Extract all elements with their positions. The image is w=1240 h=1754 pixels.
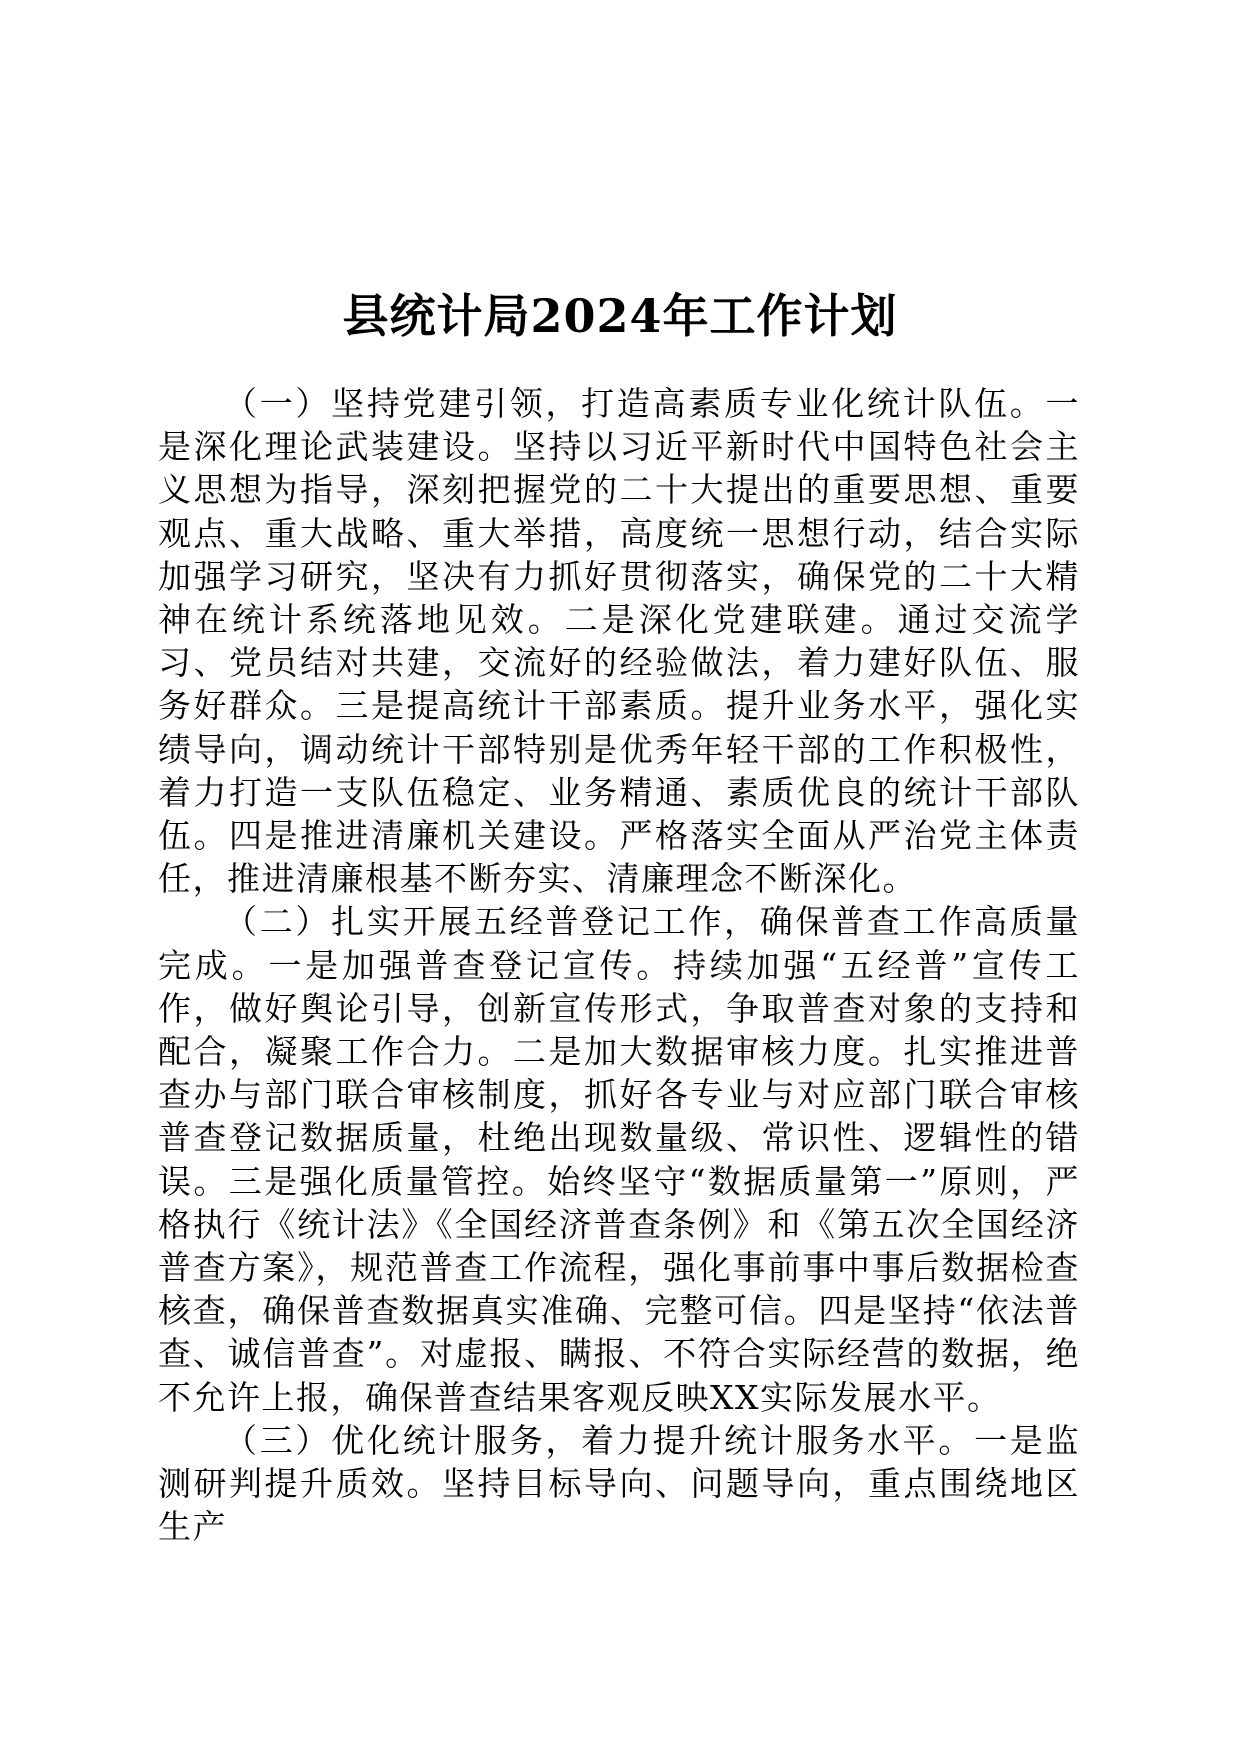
paragraph-2-heading: （二）扎实开展五经普登记工作，确保普查工作高质量完成。: [158, 902, 1080, 985]
paragraph-3-heading: （三）优化统计服务，着力提升统计服务水平。: [224, 1420, 975, 1460]
paragraph-3-text: 一是监测研判提升质效。坚持目标导向、问题导向，重点围绕地区生产: [158, 1420, 1081, 1547]
paragraph-3: [158, 1419, 1080, 1549]
document-body: [158, 382, 1080, 1548]
paragraph-1-heading: （一）坚持党建引领，打造高素质专业化统计队伍。: [224, 384, 1046, 423]
document-title: 县统计局2024年工作计划: [342, 288, 898, 343]
paragraph-2: [158, 900, 1080, 1418]
paragraph-1-text: 一是深化理论武装建设。坚持以习近平新时代中国特色社会主义思想为指导，深刻把握党的二十大提出的重要思想、重要观点、重大战略、重大举措，高度统一思想行动，结合实际加强学习研究，坚决有力抓好贯彻落实，确保党的二十大精神在统计系统落地见效。二是深化党建联建。通过交流学习、党员结对共建，交流好的经验做法，着力建好队伍、服务好群众。三是提高统计干部素质。提升业务水平，强化实绩导向，调动统计干部特别是优秀年轻干部的工作积极性，着力打造一支队伍稳定、业务精通、素质优良的统计干部队伍。四是推进清廉机关建设。严格落实全面从严治党主体责任，推进清廉根基不断夯实、清廉理念不断深化。: [158, 384, 1080, 899]
paragraph-2-text: 一是加强普查登记宣传。持续加强“五经普”宣传工作，做好舆论引导，创新宣传形式，争取普查对象的支持和配合，凝聚工作合力。二是加大数据审核力度。扎实推进普查办与部门联合审核制度，抓好各专业与对应部门联合审核普查登记数据质量，杜绝出现数量级、常识性、逻辑性的错误。三是强化质量管控。始终坚守“数据质量第一”原则，严格执行《统计法》《全国经济普查条例》和《第五次全国经济普查方案》，规范普查工作流程，强化事前事中事后数据检查核查，确保普查数据真实准确、完整可信。四是坚持“依法普查、诚信普查”。对虚报、瞒报、不符合实际经营的数据，绝不允许上报，确保普查结果客观反映XX实际发展水平。: [158, 945, 1080, 1417]
paragraph-1: [158, 382, 1080, 900]
